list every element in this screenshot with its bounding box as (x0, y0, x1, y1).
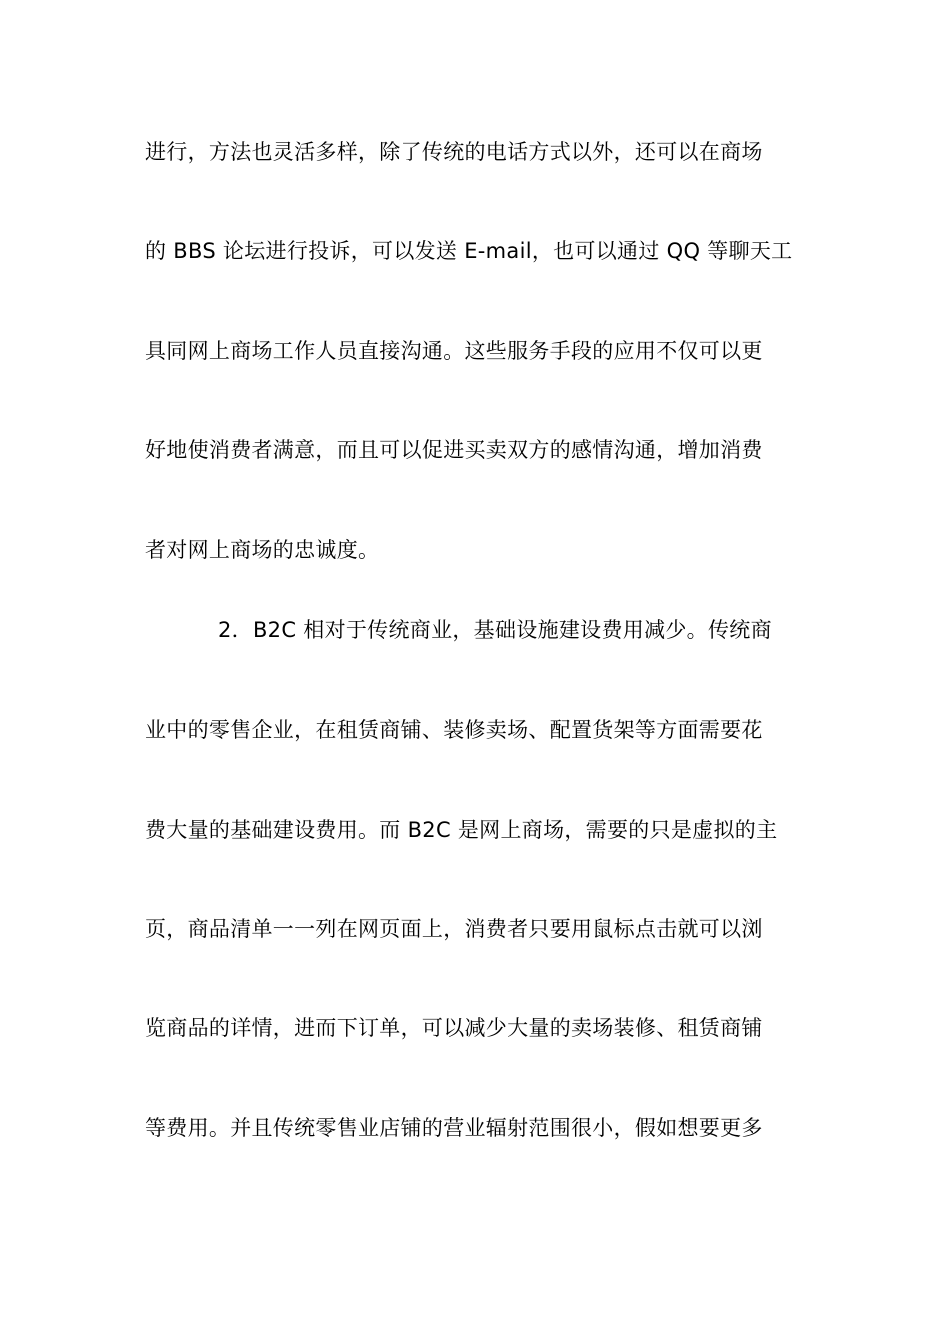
paragraph-line: 者对网上商场的忠诚度。 (145, 538, 380, 562)
paragraph-line: 的 BBS 论坛进行投诉，可以发送 E-mail，也可以通过 QQ 等聊天工 (145, 239, 793, 263)
paragraph-line: 好地使消费者满意，而且可以促进买卖双方的感情沟通，增加消费 (145, 438, 763, 462)
paragraph-line: 进行，方法也灵活多样，除了传统的电话方式以外，还可以在商场 (145, 140, 763, 164)
paragraph-line: 具同网上商场工作人员直接沟通。这些服务手段的应用不仅可以更 (145, 339, 763, 363)
paragraph-line: 费大量的基础建设费用。而 B2C 是网上商场，需要的只是虚拟的主 (145, 818, 778, 842)
paragraph-line: 等费用。并且传统零售业店铺的营业辐射范围很小，假如想要更多 (145, 1116, 763, 1140)
paragraph-line: 2．B2C 相对于传统商业，基础设施建设费用减少。传统商 (218, 618, 772, 642)
paragraph-line: 览商品的详情，进而下订单，可以减少大量的卖场装修、租赁商铺 (145, 1016, 763, 1040)
paragraph-line: 业中的零售企业，在租赁商铺、装修卖场、配置货架等方面需要花 (145, 718, 763, 742)
paragraph-line: 页，商品清单一一列在网页面上，消费者只要用鼠标点击就可以浏 (145, 917, 763, 941)
